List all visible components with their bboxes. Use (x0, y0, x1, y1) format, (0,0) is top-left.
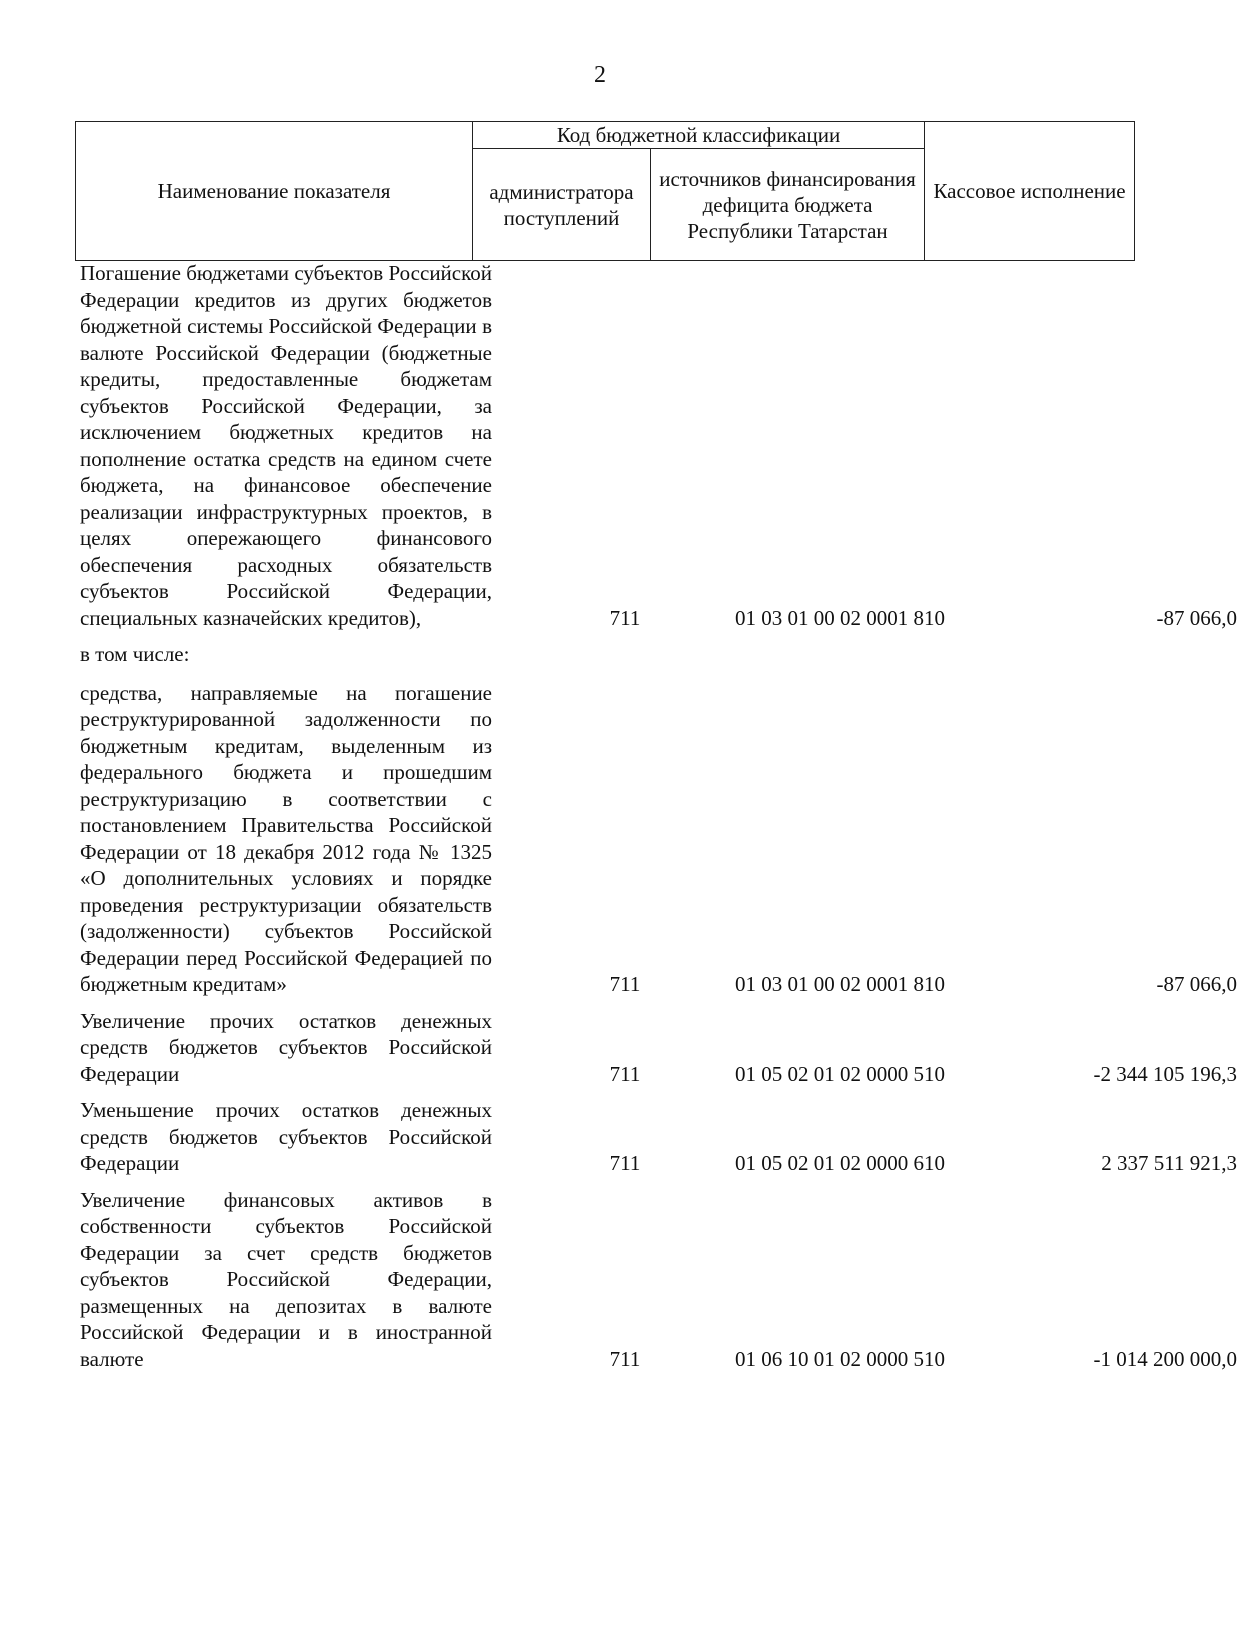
table-row (80, 680, 1237, 998)
row-admin-code: 711 (609, 605, 641, 630)
column-group-code: Код бюджетной классификации (473, 122, 925, 149)
table-row (80, 260, 1237, 631)
row-source-code: 01 05 02 01 02 0000 610 (735, 1151, 945, 1175)
row-name: Увеличение финансовых активов в собственности субъектов Российской Федерации за счет средств бюджетов субъектов Российской Федерации, размещенных на депозитах в валюте Российской Федерации и в иностранной валюте (80, 1187, 492, 1371)
row-admin-code: 711 (609, 1151, 641, 1175)
row-source-code: 01 06 10 01 02 0000 510 (735, 1346, 945, 1371)
row-admin-code: 711 (609, 1346, 641, 1371)
row-source-code: 01 05 02 01 02 0000 510 (735, 1061, 945, 1086)
row-admin-code: 711 (609, 972, 641, 996)
row-amount: -87 066,0 (1156, 605, 1237, 630)
row-amount: -87 066,0 (1156, 972, 1237, 996)
row-source-code: 01 03 01 00 02 0001 810 (735, 605, 945, 630)
table-body (80, 260, 1237, 1382)
row-name: средства, направляемые на погашение реструктурированной задолженности по бюджетным кредитам, выделенным из федерального бюджета и прошедшим реструктуризацию в соответствии с постановлением Правительства Российской Федерации от 18 декабря 2012 года № 1325 «О дополнительных условиях и порядке проведения реструктуризации обязательств (задолженности) субъектов Российской Федерации перед Российской Федерацией по бюджетным кредитам» (80, 680, 492, 996)
table-row (80, 1187, 1237, 1373)
column-header-execution: Кассовое исполнение (925, 122, 1135, 261)
row-amount: 2 337 511 921,3 (1101, 1151, 1237, 1175)
row-amount: -2 344 105 196,3 (1093, 1061, 1237, 1086)
column-header-name: Наименование показателя (76, 122, 473, 261)
row-name: Увеличение прочих остатков денежных средств бюджетов субъектов Российской Федерации (80, 1008, 492, 1086)
column-header-admin: администратора поступлений (473, 149, 651, 261)
table-row (80, 1008, 1237, 1088)
table-row (80, 641, 1160, 668)
row-name: в том числе: (80, 642, 190, 666)
table-header (75, 121, 1135, 261)
column-header-source: источников финансирования дефицита бюджета Республики Татарстан (651, 149, 925, 261)
row-name: Погашение бюджетами субъектов Российской Федерации кредитов из других бюджетов бюджетной системы Российской Федерации в валюте Российской Федерации (бюджетные кредиты, предоставленные бюджетам субъектов Российской Федерации, за исключением бюджетных кредитов на пополнение остатка средств на едином счете бюджета, на финансовое обеспечение реализации инфраструктурных проектов, в целях опережающего финансового обеспечения расходных обязательств субъектов Российской Федерации, специальных казначейских кредитов), (80, 261, 492, 630)
row-amount: -1 014 200 000,0 (1093, 1346, 1237, 1371)
page-number: 2 (594, 62, 606, 88)
row-source-code: 01 03 01 00 02 0001 810 (735, 972, 945, 996)
row-admin-code: 711 (609, 1061, 641, 1086)
table-row (80, 1097, 1237, 1177)
row-name: Уменьшение прочих остатков денежных средств бюджетов субъектов Российской Федерации (80, 1098, 492, 1175)
